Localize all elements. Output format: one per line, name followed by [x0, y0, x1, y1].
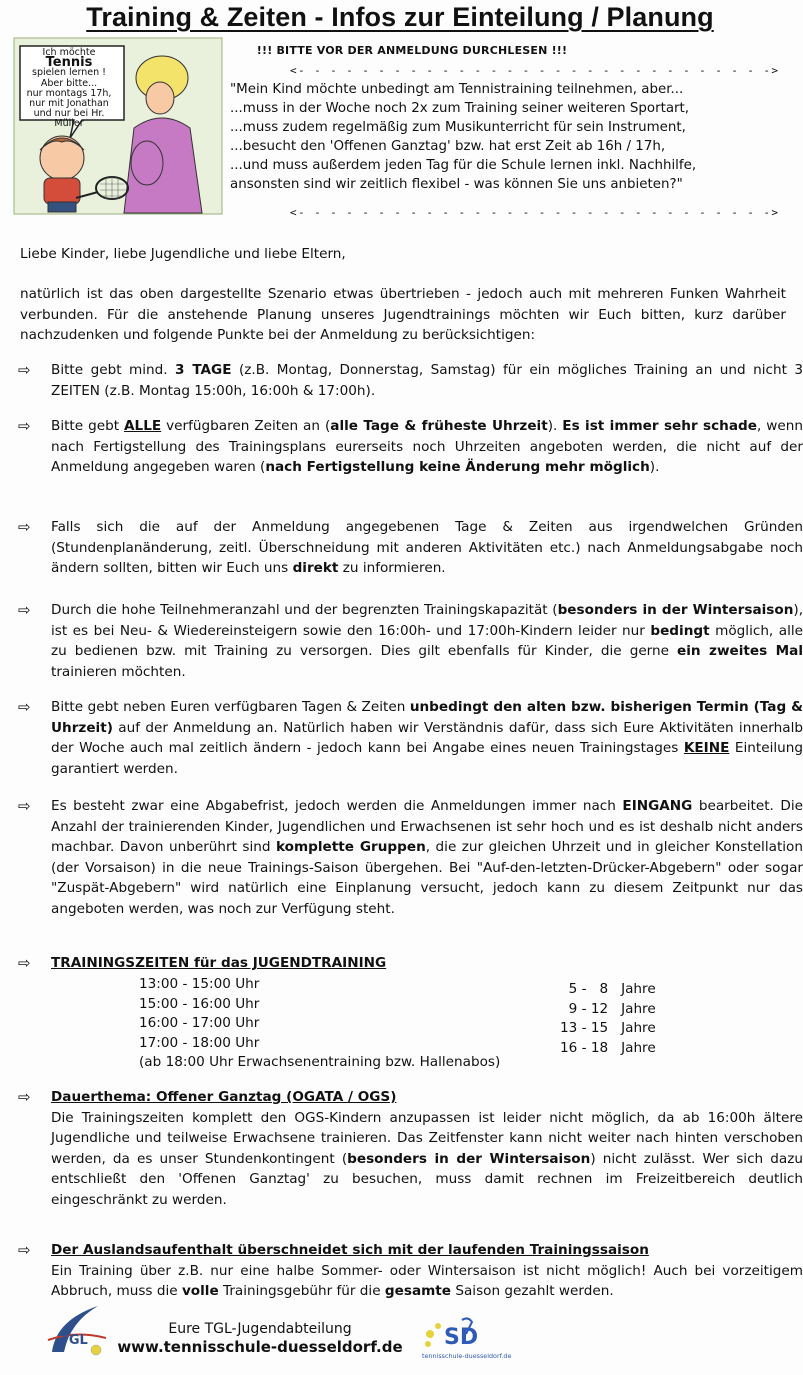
arrow-divider-top: <- - - - - - - - - - - - - - - - - - - - - - - - - - - - - ->	[290, 64, 780, 77]
age-groups-list	[560, 980, 656, 1058]
arrow-right-icon: ⇨	[18, 1241, 31, 1259]
speech-bubble	[20, 47, 118, 130]
section-heading: TRAININGSZEITEN für das JUGENDTRAINING	[51, 955, 387, 971]
arrow-right-icon: ⇨	[18, 698, 31, 716]
bullet-text: Bitte gebt neben Euren verfügbaren Tagen & Zeiten unbedingt den alten bzw. bisherigen Termin (Tag & Uhrzeit) auf der Anmeldung an. Natürlich haben wir Verständnis dafür, dass sich Eure Aktivitäten innerhalb der Woche auch mal zeitlich ändern - jedoch kann bei Angabe eines neuen Trainingstages KEINE Einteilung garantiert werden.	[51, 699, 803, 777]
quote-line: "Mein Kind möchte unbedingt am Tennistraining teilnehmen, aber...	[230, 82, 684, 97]
bubble-text: spielen lernen !	[32, 67, 106, 79]
quote-line: ...muss zudem regelmäßig zum Musikunterricht für sein Instrument,	[230, 120, 686, 135]
bubble-text: Aber bitte...	[40, 77, 98, 89]
age-group: 16 - 18 Jahre	[560, 1039, 656, 1056]
tgl-logo	[46, 1300, 110, 1358]
training-times-list	[139, 975, 500, 1073]
bubble-text: und nur bei Hr. Müller	[33, 108, 105, 130]
bullet-text: Bitte gebt ALLE verfügbaren Zeiten an (alle Tage & früheste Uhrzeit). Es ist immer sehr schade, wenn nach Fertigstellung des Trainingsplans eurerseits noch Uhrzeiten angeboten werden, die nicht auf der Anmeldung angegeben waren (nach Fertigstellung keine Änderung mehr möglich).	[51, 418, 803, 475]
bubble-text: nur mit Jonathan	[29, 98, 109, 110]
logo-text: SD	[444, 1325, 479, 1350]
arrow-divider-bottom: <- - - - - - - - - - - - - - - - - - - - - - - - - - - - - ->	[290, 206, 780, 219]
section-body	[51, 1087, 803, 1210]
age-group: 5 - 8 Jahre	[560, 981, 656, 997]
bullet-text: Es besteht zwar eine Abgabefrist, jedoch werden die Anmeldungen immer nach EINGANG bearbeitet. Die Anzahl der trainierenden Kinder, Jugendlichen und Erwachsenen ist sehr hoch und es ist deshalb nicht anders machbar. Davon unberührt sind komplette Gruppen, die zur gleichen Uhrzeit und in gleicher Konstellation (der Vorsaison) in die neue Trainings-Saison übergehen. Bei "Auf-den-letzten-Drücker-Abgebern" oder sogar "Zuspät-Abgebern" wird natürlich eine Einplanung versucht, jedoch kann zu diesem Zeitpunkt nur das angeboten werden, was noch zur Verfügung steht.	[51, 798, 803, 917]
arrow-right-icon: ⇨	[18, 797, 31, 815]
time-slot: 17:00 - 18:00 Uhr	[139, 1034, 260, 1051]
bullet-text: Falls sich die auf der Anmeldung angegebenen Tage & Zeiten aus irgendwelchen Gründen (Stundenplanänderung, zeitl. Überschneidung mit anderen Aktivitäten etc.) nach Anmeldungsabgabe noch ändern sollten, bitten wir Euch uns direkt zu informieren.	[51, 519, 803, 576]
section-heading: Der Auslandsaufenthalt überschneidet sich mit der laufenden Trainingssaison	[51, 1242, 649, 1258]
warning-note: !!! BITTE VOR DER ANMELDUNG DURCHLESEN !!!	[256, 44, 568, 57]
bubble-text: Tennis	[45, 55, 93, 71]
arrow-right-icon: ⇨	[18, 361, 31, 379]
section-body	[51, 1240, 803, 1302]
arrow-right-icon: ⇨	[18, 1088, 31, 1106]
time-slot: 15:00 - 16:00 Uhr	[139, 995, 260, 1012]
section-heading: Dauerthema: Offener Ganztag (OGATA / OGS)	[51, 1089, 397, 1105]
parent-quote	[230, 80, 788, 194]
website-link[interactable]: www.tennisschule-duesseldorf.de	[117, 1338, 403, 1356]
arrow-right-icon: ⇨	[18, 601, 31, 619]
section-text: Die Trainingszeiten komplett den OGS-Kindern anzupassen ist leider nicht möglich, da ab 16:00h ältere Jugendliche und teilweise Erwachsene trainieren. Das Zeitfenster kann nicht weiter nach hinten verschoben werden, da es unser Stundenkontingent (besonders in der Wintersaison) nicht zulässt. Wer sich dazu entschließt den 'Offenen Ganztag' zu besuchen, muss damit rechnen im Freizeitbereich deutlich eingeschränkt zu werden.	[51, 1109, 803, 1208]
quote-line: ...und muss außerdem jeden Tag für die Schule lernen inkl. Nachhilfe,	[230, 158, 697, 173]
greeting: Liebe Kinder, liebe Jugendliche und liebe Eltern,	[20, 246, 346, 262]
time-note: (ab 18:00 Uhr Erwachsenentraining bzw. Hallenabos)	[139, 1054, 501, 1071]
bullet-text: Durch die hohe Teilnehmeranzahl und der begrenzten Trainingskapazität (besonders in der Wintersaison), ist es bei Neu- & Wiedereinsteigern sowie den 16:00h- und 17:00h-Kindern leider nur bedingt möglich, alle zu bedienen bzw. mit Training zu versorgen. Dies gilt ebenfalls für Kinder, die gerne ein zweites Mal trainieren möchten.	[51, 602, 803, 680]
section-text: Ein Training über z.B. nur eine halbe Sommer- oder Wintersaison ist nicht möglich! Auch bei vorzeitigem Abbruch, muss die volle Trainingsgebühr für die gesamte Saison gezahlt werden.	[51, 1262, 803, 1299]
bubble-text: Ich möchte	[42, 47, 96, 58]
arrow-right-icon: ⇨	[18, 954, 31, 972]
logo-text: TGL	[60, 1333, 88, 1348]
quote-line: ...besucht den 'Offenen Ganztag' bzw. hat erst Zeit ab 16h / 17h,	[230, 139, 666, 154]
arrow-right-icon: ⇨	[18, 518, 31, 536]
age-group: 13 - 15 Jahre	[560, 1020, 656, 1037]
intro-paragraph: natürlich ist das oben dargestellte Szenario etwas übertrieben - jedoch auch mit mehreren Funken Wahrheit verbunden. Für die anstehende Planung unseres Jugendtrainings möchten wir Euch bitten, kurz darüber nachzudenken und folgende Punkte bei der Anmeldung zu berücksichtigen:	[20, 286, 786, 343]
logo-subtext: tennisschule-duesseldorf.de	[422, 1352, 512, 1360]
bullet-text: Bitte gebt mind. 3 TAGE (z.B. Montag, Donnerstag, Samstag) für ein mögliches Training an und nicht 3 ZEITEN (z.B. Montag 15:00h, 16:00h & 17:00h).	[51, 362, 803, 399]
signature: Eure TGL-Jugendabteilung	[168, 1321, 352, 1337]
bubble-text: nur montags 17h,	[26, 87, 112, 99]
quote-line: ...muss in der Woche noch 2x zum Training seiner weiteren Sportart,	[230, 101, 690, 116]
age-group: 9 - 12 Jahre	[560, 1000, 656, 1017]
footer	[110, 1320, 410, 1356]
sd-logo	[420, 1314, 516, 1364]
time-slot: 16:00 - 17:00 Uhr	[139, 1015, 260, 1032]
time-slot: 13:00 - 15:00 Uhr	[139, 976, 260, 992]
quote-line: ansonsten sind wir zeitlich flexibel - was können Sie uns anbieten?"	[230, 177, 683, 192]
page-title: Training & Zeiten - Infos zur Einteilung / Planung	[86, 2, 714, 32]
arrow-right-icon: ⇨	[18, 417, 31, 435]
